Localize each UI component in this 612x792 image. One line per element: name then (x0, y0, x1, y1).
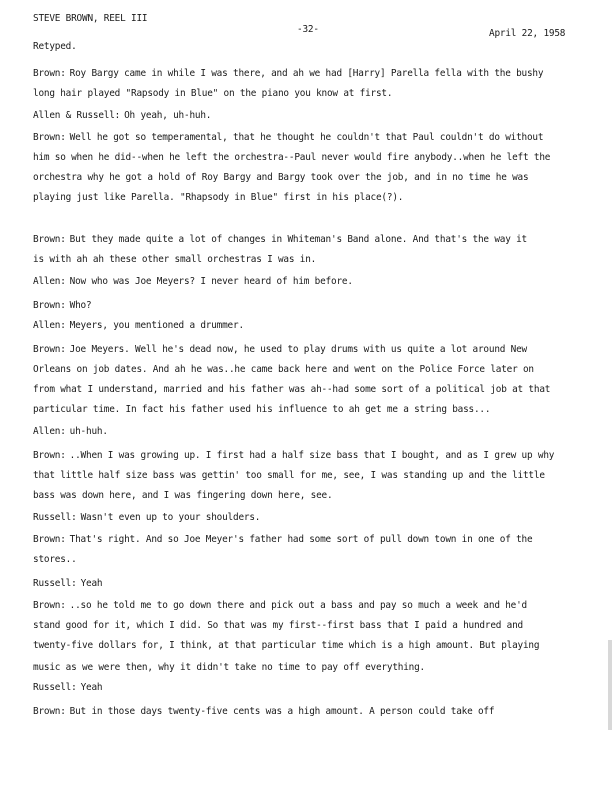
line-text: But in those days twenty-five cents was a high amount. A person could take off (69, 706, 495, 717)
line-text: from what I understand, married and his father was ah--had some sort of a political job at that (33, 384, 551, 395)
transcript-line (33, 172, 528, 183)
line-text: orchestra why he got a hold of Roy Bargy and Bargy took over the job, and in no time he was (33, 172, 529, 183)
line-text: Well he got so temperamental, that he thought he couldn't that Paul couldn't do without (69, 132, 544, 143)
line-text: particular time. In fact his father used his influence to ah get me a string bass... (33, 404, 491, 415)
line-text: music as we were then, why it didn't take no time to pay off everything. (33, 662, 425, 673)
transcript-line (33, 554, 77, 565)
transcript-line (33, 600, 527, 611)
line-text: Meyers, you mentioned a drummer. (69, 320, 244, 331)
line-text: ..so he told me to go down there and pick out a bass and pay so much a week and he'd (69, 600, 527, 611)
line-text: playing just like Parella. "Rhapsody in Blue" first in his place(?). (33, 192, 404, 203)
speaker-label: Brown: (33, 534, 66, 545)
speaker-label: Allen: (33, 276, 66, 287)
transcript-line (33, 300, 91, 311)
speaker-label: Allen & Russell: (33, 110, 121, 121)
document-date: April 22, 1958 (489, 28, 566, 39)
transcript-line (33, 276, 353, 287)
line-text: bass was down here, and I was fingering down here, see. (33, 490, 333, 501)
transcript-line (33, 470, 545, 481)
line-text: stand good for it, which I did. So that was my first--first bass that I paid a hundred and (33, 620, 523, 631)
speaker-label: Brown: (33, 706, 66, 717)
transcript-line (33, 490, 332, 501)
line-text: Yeah (80, 682, 103, 693)
speaker-label: Russell: (33, 578, 77, 589)
line-text: Joe Meyers. Well he's dead now, he used to play drums with us quite a lot around New (69, 344, 527, 355)
line-text: stores.. (33, 554, 77, 565)
transcript-line (33, 192, 403, 203)
speaker-label: Russell: (33, 682, 77, 693)
line-text: But they made quite a lot of changes in Whiteman's Band alone. And that's the way it (69, 234, 527, 245)
line-text: That's right. And so Joe Meyer's father had some sort of pull down town in one of the (69, 534, 533, 545)
transcript-line (33, 152, 550, 163)
transcript-line (33, 364, 534, 375)
transcript-line (33, 578, 102, 589)
speaker-label: Brown: (33, 600, 66, 611)
line-text: that little half size bass was gettin' too small for me, see, I was standing up and the little (33, 470, 545, 481)
transcript-line (33, 534, 532, 545)
transcript-line (33, 404, 490, 415)
transcript-line (33, 254, 316, 265)
transcript-line (33, 450, 554, 461)
transcript-line (33, 110, 211, 121)
page-edge-shadow (608, 640, 612, 730)
retyped-note: Retyped. (33, 41, 77, 52)
transcript-line (33, 620, 523, 631)
line-text: Now who was Joe Meyers? I never heard of him before. (69, 276, 353, 287)
transcript-line (33, 344, 527, 355)
page-number: -32- (297, 24, 319, 35)
transcript-line (33, 384, 550, 395)
line-text: long hair played "Rapsody in Blue" on the piano you know at first. (33, 88, 393, 99)
line-text: Who? (69, 300, 92, 311)
transcript-line (33, 132, 543, 143)
speaker-label: Brown: (33, 68, 66, 79)
transcript-line (33, 234, 527, 245)
speaker-label: Allen: (33, 320, 66, 331)
line-text: Orleans on job dates. And ah he was..he came back here and went on the Police Force later on (33, 364, 534, 375)
line-text: twenty-five dollars for, I think, at that particular time which is a high amount. But playing (33, 640, 540, 651)
transcript-line (33, 640, 539, 651)
speaker-label: Brown: (33, 300, 66, 311)
speaker-label: Allen: (33, 426, 66, 437)
line-text: him so when he did--when he left the orchestra--Paul never would fire anybody..when he left the (33, 152, 551, 163)
line-text: Yeah (80, 578, 103, 589)
line-text: uh-huh. (69, 426, 108, 437)
reel-header: STEVE BROWN, REEL III (33, 13, 148, 24)
transcript-line (33, 426, 108, 437)
transcript-line (33, 512, 260, 523)
transcript-line (33, 68, 543, 79)
speaker-label: Russell: (33, 512, 77, 523)
transcript-line (33, 682, 102, 693)
speaker-label: Brown: (33, 234, 66, 245)
line-text: Roy Bargy came in while I was there, and ah we had [Harry] Parella fella with the bushy (69, 68, 544, 79)
speaker-label: Brown: (33, 450, 66, 461)
speaker-label: Brown: (33, 132, 66, 143)
speaker-label: Brown: (33, 344, 66, 355)
transcript-line (33, 662, 425, 673)
transcript-line (33, 706, 494, 717)
line-text: ..When I was growing up. I first had a half size bass that I bought, and as I grew up why (69, 450, 555, 461)
line-text: Oh yeah, uh-huh. (124, 110, 212, 121)
line-text: is with ah ah these other small orchestras I was in. (33, 254, 317, 265)
transcript-line (33, 320, 244, 331)
line-text: Wasn't even up to your shoulders. (80, 512, 261, 523)
transcript-line (33, 88, 392, 99)
